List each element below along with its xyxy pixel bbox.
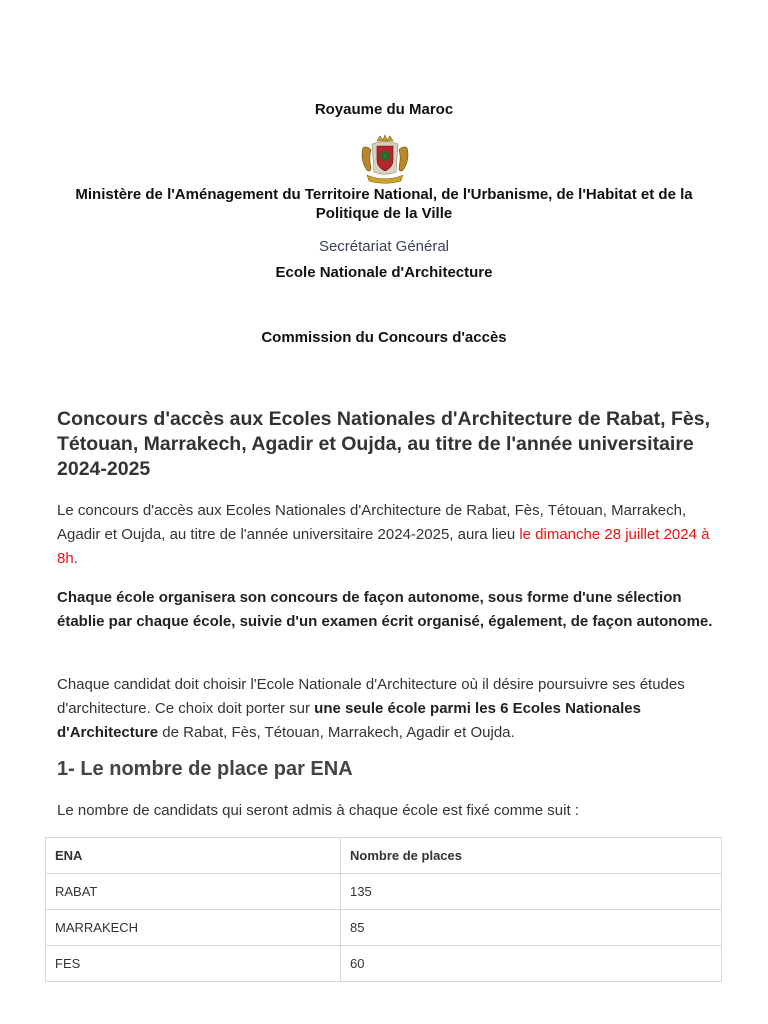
exam-date: le dimanche 28 juillet 2024 à 8h [57, 526, 710, 567]
header-ena: ENA [46, 838, 341, 874]
page-title: Concours d'accès aux Ecoles Nationales d'Architecture de Rabat, Fès, Tétouan, Marrakech, Agadir et Oujda, au titre de l'année universitaire 2024-2025 [57, 408, 710, 480]
cell-places: 85 [341, 910, 722, 946]
kingdom-title: Royaume du Maroc [314, 101, 454, 118]
cell-ena: MARRAKECH [46, 910, 341, 946]
table-header-row [46, 838, 722, 874]
cell-places: 135 [341, 874, 722, 910]
cell-ena: RABAT [46, 874, 341, 910]
school-title: Ecole Nationale d'Architecture [275, 264, 493, 281]
cell-ena: FES [46, 946, 341, 982]
moroccan-coat-of-arms-icon [359, 134, 411, 184]
intro-end: . [73, 550, 78, 567]
autonomy-paragraph: Chaque école organisera son concours de façon autonome, sous forme d'une sélection établie par chaque école, suivie d'un examen écrit organisé, également, de façon autonome. [57, 589, 713, 630]
commission-title: Commission du Concours d'accès [261, 329, 507, 346]
ministry-title: Ministère de l'Aménagement du Territoire National, de l'Urbanisme, de l'Habitat et de la Politique de la Ville [75, 186, 693, 222]
places-table [45, 837, 722, 982]
table-row [46, 946, 722, 982]
choice-text: Chaque candidat doit choisir l'Ecole Nationale d'Architecture où il désire poursuivre ses études d'architecture. Ce choix doit porter sur [57, 676, 685, 717]
table-row [46, 874, 722, 910]
intro-text: Le concours d'accès aux Ecoles Nationales d'Architecture de Rabat, Fès, Tétouan, Marrakech, Agadir et Oujda, au titre de l'année universitaire 2024-2025, aura lieu [57, 502, 687, 543]
choice-bold: une seule école parmi les 6 Ecoles Nationales d'Architecture [57, 700, 641, 741]
table-row [46, 910, 722, 946]
header-places: Nombre de places [341, 838, 722, 874]
cell-places: 60 [341, 946, 722, 982]
choice-paragraph [57, 673, 717, 745]
section-title: 1- Le nombre de place par ENA [57, 758, 353, 780]
choice-end: de Rabat, Fès, Tétouan, Marrakech, Agadir et Oujda. [158, 724, 515, 741]
section-intro: Le nombre de candidats qui seront admis à chaque école est fixé comme suit : [57, 802, 579, 819]
secretariat-label: Secrétariat Général [318, 238, 450, 255]
intro-paragraph [57, 499, 717, 571]
